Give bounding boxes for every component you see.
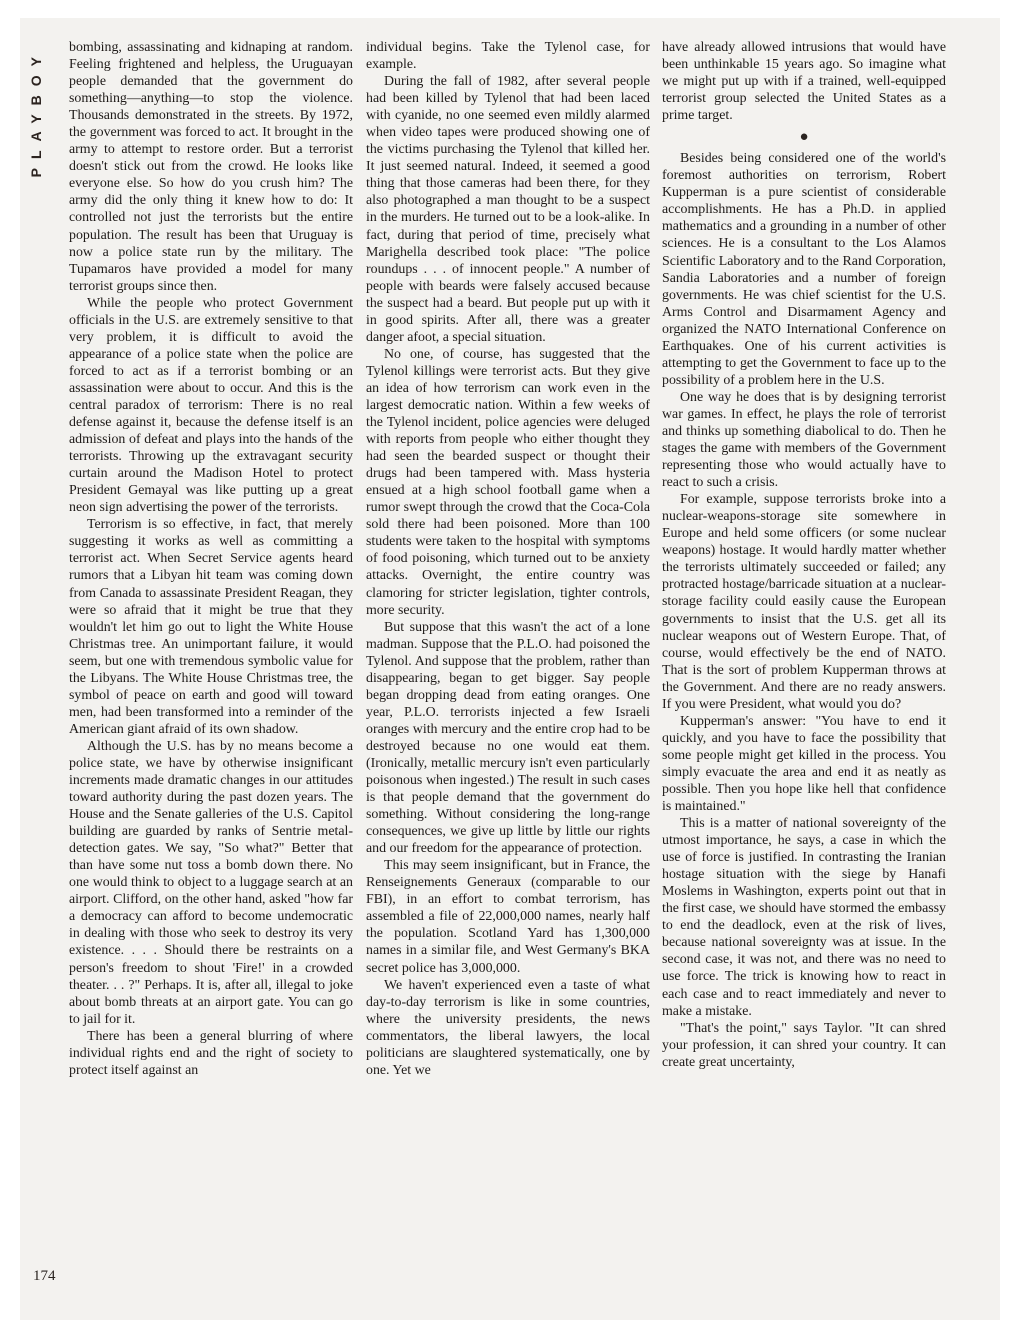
paragraph: Terrorism is so effective, in fact, that merely suggesting it works as well as committing a terrorist act. When Secret Service agents heard rumors that a Libyan hit team was coming down from Canada to assassinate President Reagan, they were so afraid that it might be true that they wouldn't let him go out to light the White House Christmas tree. An unimportant failure, it would seem, but one with tremendous symbolic value for the Libyans. The White House Christmas tree, the symbol of peace on earth and good will toward men, had been transformed into a reminder of the American giant afraid of its own shadow. xyxy=(69,517,353,737)
text-column-2 xyxy=(366,39,650,1079)
paragraph: There has been a general blurring of where individual rights end and the right of society to protect itself against an xyxy=(69,1028,353,1078)
paragraph: bombing, assassinating and kidnaping at random. Feeling frightened and helpless, the Uruguayan people demanded that the government do something—anything—to stop the violence. Thousands demonstrated in the streets. By 1972, the government was forced to act. It brought in the army to attempt to restore order. But a terrorist doesn't stick out from the crowd. He looks like everyone else. So how do you crush him? The army did the only thing it knew how to do: It controlled not just the terrorists but the entire population. The result has been that Uruguay is now a police state run by the military. The Tupamaros have provided a model for many terrorist groups since then. xyxy=(69,40,353,294)
section-break-bullet: ● xyxy=(799,129,809,146)
paragraph: No one, of course, has suggested that the Tylenol killings were terrorist acts. But they give an idea of how terrorism can work even in the largest democratic nation. Within a few weeks of the Tylenol incident, police agencies were deluged with reports from people who either thought they had seen the bearded suspect or thought their drugs had been tampered with. Mass hysteria ensued at a high school football game when a rumor swept through the crowd that the Coca-Cola sold there had been poisoned. More than 100 students were taken to the hospital with symptoms of food poisoning, which turned out to be anxiety attacks. Overnight, the entire country was clamoring for stricter legislation, tighter controls, more security. xyxy=(366,346,650,618)
page-number: 174 xyxy=(33,1268,56,1284)
paragraph: One way he does that is by designing terrorist war games. In effect, he plays the role of terrorist and thinks up something diabolical to do. Then he stages the game with members of the Government representing those who would actually have to react to such a crisis. xyxy=(662,389,946,491)
paragraph: This may seem insignificant, but in France, the Renseignements Generaux (comparable to our FBI), in an effort to combat terrorism, has assembled a file of 22,000,000 names, nearly half the population. Scotland Yard has 1,300,000 names in a similar file, and West Germany's BKA secret police has 3,000,000. xyxy=(366,858,650,976)
paragraph: While the people who protect Government officials in the U.S. are extremely sensitive to that very problem, it is difficult to avoid the appearance of a police state when the police are forced to act as if a terrorist bombing or an assassination were about to occur. And this is the central paradox of terrorism: There is no real defense against it, because the defense itself is an admission of defeat and plays into the hands of the terrorists. Throwing up the extravagant security curtain around the Madison Hotel to protect President Gemayal was like putting up a great neon sign advertising the power of the terrorists. xyxy=(69,295,353,516)
text-column-3 xyxy=(662,39,946,1071)
paragraph: individual begins. Take the Tylenol case, for example. xyxy=(366,40,650,73)
text-column-1 xyxy=(69,39,353,1079)
magazine-page xyxy=(20,18,1000,1320)
paragraph: Kupperman's answer: "You have to end it quickly, and you have to face the possibility that some people might get killed in the process. You simply evacuate the area and end it as neatly as possible. Then you hope like hell that confidence is maintained." xyxy=(662,713,946,815)
paragraph: During the fall of 1982, after several people had been killed by Tylenol that had been laced with cyanide, no one seemed even mildly alarmed when video tapes were produced showing one of the victims purchasing the Tylenol that killed her. It just seemed natural. Indeed, it seemed a good thing that those cameras had been there, for they also photographed a man thought to be a suspect in the murders. He turned out to be a look-alike. In fact, during that period of time, precisely what Marighella described took place: "The police roundups . . . of innocent people." A number of people with beards were falsely accused because the suspect had a beard. But people put up with it in good spirits. After all, there was a greater danger afoot, a special situation. xyxy=(366,74,650,345)
magazine-masthead: PLAYBOY xyxy=(28,48,44,178)
paragraph: This is a matter of national sovereignty of the utmost importance, he says, a case in which the use of force is justified. In contrasting the Iranian hostage situation with the siege by Hanafi Moslems in Washington, experts point out that in the first case, we should have stormed the embassy to end the deadlock, even at the risk of lives, because national sovereignty was at issue. In the second case, it was not, and there was no need to use force. The trick is knowing how to react in each case and to react immediately and never to make a mistake. xyxy=(662,816,946,1019)
paragraph: We haven't experienced even a taste of what day-to-day terrorism is like in some countries, where the university presidents, the news commentators, the liberal lawyers, the local politicians are slaughtered systematically, one by one. Yet we xyxy=(366,977,650,1078)
paragraph: have already allowed intrusions that would have been unthinkable 15 years ago. So imagine what we might put up with if a trained, well-equipped terrorist group selected the United States as a prime target. xyxy=(662,40,946,124)
paragraph: Although the U.S. has by no means become a police state, we have by otherwise insignificant increments made dramatic changes in our attitudes toward authority during the past dozen years. The House and the Senate galleries of the U.S. Capitol building are guarded by ranks of Sentrie metal-detection gates. We say, "So what?" Better that than have some nut toss a bomb down there. No one would think to object to a luggage search at an airport. Clifford, on the other hand, asked "how far a democracy can afford to become undemocratic in dealing with those who seek to destroy its very existence. . . . Should there be restraints on a person's freedom to shout 'Fire!' in a crowded theater. . . ?" Perhaps. It is, after all, illegal to joke about bomb threats at an airport gate. You can go to jail for it. xyxy=(69,738,353,1027)
paragraph: But suppose that this wasn't the act of a lone madman. Suppose that the P.L.O. had poisoned the Tylenol. And suppose that the problem, rather than disappearing, began to get bigger. Say people began dropping dead from eating oranges. One year, P.L.O. terrorists injected a few Israeli oranges with mercury and the entire crop had to be destroyed because no one would eat them. (Ironically, metallic mercury isn't even particularly poisonous when ingested.) The result in such cases is that people demand that the government do something. Without considering the long-range consequences, we give up little by little our rights and our freedom for the appearance of protection. xyxy=(366,619,650,857)
paragraph: Besides being considered one of the world's foremost authorities on terrorism, Robert Kupperman is a pure scientist of considerable accomplishments. He has a Ph.D. in applied mathematics and a grounding in a number of other sciences. He is a consultant to the Los Alamos Scientific Laboratory and to the Rand Corporation, Sandia Laboratories and a number of foreign governments. He was chief scientist for the U.S. Arms Control and Disarmament Agency and organized the NATO International Conference on Earthquakes. One of his current activities is attempting to get the Government to face up to the possibility of a problem here in the U.S. xyxy=(662,151,946,388)
paragraph: For example, suppose terrorists broke into a nuclear-weapons-storage site somewhere in Europe and held some officers (or some nuclear weapons) hostage. It would hardly matter whether the terrorists ultimately succeeded or failed; any protracted hostage/barricade situation at a nuclear-storage facility could easily cause the European governments to insist that the U.S. get all its nuclear weapons out of Western Europe. That, of course, would effectively be the end of NATO. That is the sort of problem Kupperman throws at the Government. And there are no ready answers. If you were President, what would you do? xyxy=(662,492,946,712)
paragraph: "That's the point," says Taylor. "It can shred your profession, it can shred your country. It can create great uncertainty, xyxy=(662,1020,946,1070)
